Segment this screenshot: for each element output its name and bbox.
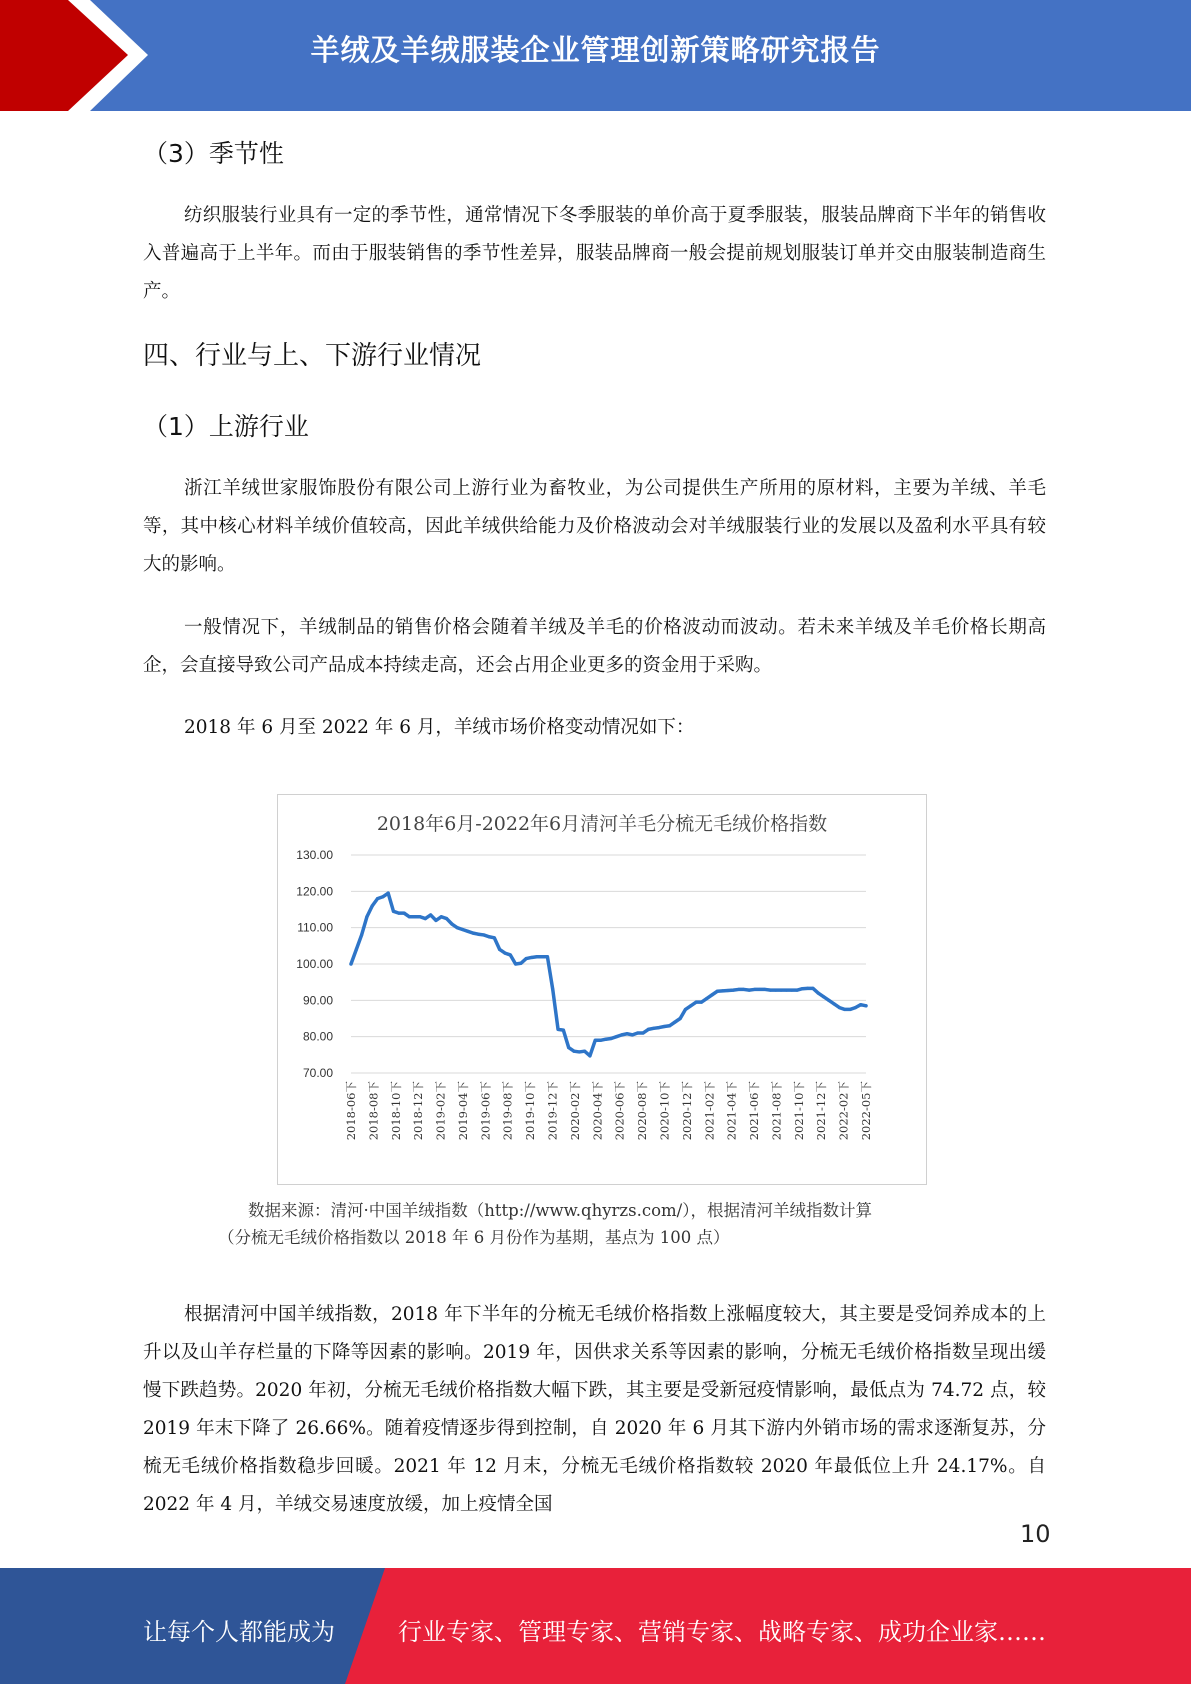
data-point — [572, 1050, 575, 1053]
data-point — [392, 910, 395, 913]
data-point — [371, 904, 374, 907]
footer-slogan-right: 行业专家、管理专家、营销专家、战略专家、成功企业家…… — [398, 1618, 1046, 1646]
x-tick-label: 2021-08下 — [769, 1081, 784, 1141]
data-point — [748, 989, 751, 992]
data-point — [445, 917, 448, 920]
data-point — [657, 1026, 660, 1029]
data-point — [514, 962, 517, 965]
data-point — [636, 1031, 639, 1034]
data-point — [349, 962, 352, 965]
data-point — [758, 988, 761, 991]
data-point — [833, 1002, 836, 1005]
data-point — [493, 936, 496, 939]
data-point — [795, 989, 798, 992]
page-number: 10 — [1020, 1520, 1051, 1548]
data-point — [737, 988, 740, 991]
data-point — [530, 956, 533, 959]
data-point — [774, 989, 777, 992]
data-point — [615, 1035, 618, 1038]
data-point — [726, 989, 729, 992]
data-point — [695, 1001, 698, 1004]
y-tick-label: 120.00 — [296, 884, 333, 899]
data-point — [535, 955, 538, 958]
data-point — [769, 989, 772, 992]
data-point — [753, 988, 756, 991]
data-point — [429, 913, 432, 916]
data-point — [519, 962, 522, 965]
data-point — [801, 987, 804, 990]
data-point — [413, 915, 416, 918]
data-point — [381, 895, 384, 898]
x-tick-label: 2019-08下 — [500, 1081, 515, 1141]
x-tick-label: 2020-04下 — [590, 1081, 605, 1141]
x-tick-label: 2022-02下 — [836, 1081, 851, 1141]
data-point — [610, 1037, 613, 1040]
data-point — [461, 928, 464, 931]
data-point — [864, 1004, 867, 1007]
data-point — [673, 1021, 676, 1024]
x-tick-label: 2019-02下 — [433, 1081, 448, 1141]
data-point — [402, 912, 405, 915]
data-point — [811, 987, 814, 990]
x-tick-label: 2020-02下 — [567, 1081, 582, 1141]
data-point — [721, 989, 724, 992]
data-point — [509, 953, 512, 956]
data-point — [434, 919, 437, 922]
y-tick-label: 100.00 — [296, 957, 333, 971]
data-point — [525, 957, 528, 960]
data-point — [838, 1006, 841, 1009]
y-tick-label: 110.00 — [297, 920, 333, 935]
data-point — [732, 989, 735, 992]
data-point — [779, 989, 782, 992]
data-point — [503, 952, 506, 955]
y-tick-label: 130.00 — [296, 848, 333, 862]
data-point — [477, 933, 480, 936]
data-point — [376, 897, 379, 900]
data-point — [790, 989, 793, 992]
data-point — [408, 915, 411, 918]
data-point — [817, 991, 820, 994]
x-tick-label: 2021-12下 — [814, 1081, 829, 1141]
data-point — [562, 1029, 565, 1032]
data-point — [663, 1025, 666, 1028]
data-point — [859, 1003, 862, 1006]
data-point — [843, 1008, 846, 1011]
x-tick-label: 2019-06下 — [478, 1081, 493, 1141]
upstream-paragraph-3: 2018 年 6 月至 2022 年 6 月，羊绒市场价格变动情况如下： — [184, 717, 695, 738]
data-point — [546, 955, 549, 958]
y-tick-label: 70.00 — [302, 1066, 333, 1080]
data-point — [668, 1024, 671, 1027]
x-tick-label: 2021-04下 — [724, 1081, 739, 1141]
data-point — [567, 1046, 570, 1049]
upstream-heading: （1）上游行业 — [143, 412, 309, 441]
data-point — [806, 987, 809, 990]
chart-svg — [278, 795, 926, 1184]
chart-x-tick-labels — [344, 1081, 873, 1141]
data-point — [684, 1008, 687, 1011]
data-point — [599, 1039, 602, 1042]
x-tick-label: 2021-02下 — [702, 1081, 717, 1141]
seasonality-paragraph: 纺织服装行业具有一定的季节性，通常情况下冬季服装的单价高于夏季服装，服装品牌商下半年的销售收入普遍高于上半年。而由于服装销售的季节性差异，服装品牌商一般会提前规划服装订单并交由服装制造商生产。 — [143, 205, 1046, 302]
data-point — [594, 1039, 597, 1042]
data-point — [710, 993, 713, 996]
data-point — [822, 995, 825, 998]
data-point — [466, 930, 469, 933]
chart-source-note: 数据来源：清河·中国羊绒指数（http://www.qhyrzs.com/），根据清河羊绒指数计算 — [248, 1201, 872, 1220]
data-point — [647, 1028, 650, 1031]
data-point — [785, 989, 788, 992]
x-tick-label: 2020-08下 — [635, 1081, 650, 1141]
x-tick-label: 2018-06下 — [344, 1081, 358, 1141]
data-point — [588, 1054, 591, 1057]
y-tick-label: 80.00 — [302, 1029, 333, 1044]
data-point — [641, 1031, 644, 1034]
price-index-chart — [277, 794, 927, 1185]
x-tick-label: 2018-08下 — [366, 1081, 381, 1141]
data-point — [440, 915, 443, 918]
data-point — [387, 892, 390, 895]
data-point — [418, 915, 421, 918]
data-point — [456, 926, 459, 929]
upstream-paragraph-1: 浙江羊绒世家服饰股份有限公司上游行业为畜牧业，为公司提供生产所用的原材料，主要为羊绒、羊毛等，其中核心材料羊绒价值较高，因此羊绒供给能力及价格波动会对羊绒服装行业的发展以及盈利水平具有较大的影响。 — [143, 478, 1046, 575]
x-tick-label: 2018-10下 — [388, 1081, 403, 1141]
data-point — [482, 933, 485, 936]
x-tick-label: 2021-06下 — [747, 1081, 762, 1141]
data-point — [679, 1017, 682, 1020]
data-point — [397, 912, 400, 915]
data-point — [652, 1027, 655, 1030]
data-point — [620, 1033, 623, 1036]
x-tick-label: 2020-12下 — [679, 1081, 694, 1141]
report-title: 羊绒及羊绒服装企业管理创新策略研究报告 — [310, 33, 881, 67]
data-point — [365, 915, 368, 918]
data-point — [360, 933, 363, 936]
data-point — [556, 1028, 559, 1031]
data-point — [583, 1050, 586, 1053]
footer-slogan-left: 让每个人都能成为 — [143, 1618, 335, 1646]
data-point — [498, 948, 501, 951]
data-point — [472, 932, 475, 935]
data-point — [424, 917, 427, 920]
data-point — [631, 1033, 634, 1036]
analysis-paragraph: 根据清河中国羊绒指数，2018 年下半年的分梳无毛绒价格指数上涨幅度较大，其主要是受饲养成本的上升以及山羊存栏量的下降等因素的影响。2019 年，因供求关系等因素的影响，分梳无毛绒价格指数呈现出缓慢下跌趋势。2020 年初，分梳无毛绒价格指数大幅下跌，其主要是受新冠疫情影响，最低点为 74.72 点，较 2019 年末下降了 26.66%。随着疫情逐步得到控制，自 2020 年 6 月其下游内外销市场的需求逐渐复苏，分梳无毛绒价格指数稳步回暖。2021 年 12 月末，分梳无毛绒价格指数较 2020 年最低位上升 24.17%。自 2022 年 4 月，羊绒交易速度放缓，加上疫情全国 — [143, 1304, 1046, 1515]
upstream-paragraph-2: 一般情况下，羊绒制品的销售价格会随着羊绒及羊毛的价格波动而波动。若未来羊绒及羊毛价格长期高企，会直接导致公司产品成本持续走高，还会占用企业更多的资金用于采购。 — [143, 617, 1046, 676]
data-point — [551, 988, 554, 991]
x-tick-label: 2018-12下 — [411, 1081, 426, 1141]
y-tick-label: 90.00 — [302, 993, 333, 1008]
data-point — [355, 948, 358, 951]
data-point — [764, 988, 767, 991]
data-point — [487, 935, 490, 938]
data-point — [689, 1004, 692, 1007]
seasonality-heading: （3）季节性 — [143, 139, 284, 168]
data-point — [854, 1006, 857, 1009]
x-tick-label: 2019-12下 — [545, 1081, 560, 1141]
data-point — [716, 990, 719, 993]
data-point — [625, 1032, 628, 1035]
x-tick-label: 2019-04下 — [455, 1081, 470, 1141]
data-point — [700, 1001, 703, 1004]
data-point — [578, 1050, 581, 1053]
x-tick-label: 2019-10下 — [523, 1081, 538, 1141]
data-point — [541, 955, 544, 958]
x-tick-label: 2020-10下 — [657, 1081, 672, 1141]
data-point — [705, 997, 708, 1000]
x-tick-label: 2021-10下 — [791, 1081, 806, 1141]
chart-title: 2018年6月-2022年6月清河羊毛分梳无毛绒价格指数 — [376, 813, 828, 835]
chart-base-note: （分梳无毛绒价格指数以 2018 年 6 月份作为基期，基点为 100 点） — [218, 1228, 730, 1247]
data-point — [827, 999, 830, 1002]
data-point — [450, 922, 453, 925]
x-tick-label: 2022-05下 — [859, 1081, 873, 1141]
data-point — [848, 1008, 851, 1011]
data-point — [604, 1038, 607, 1041]
data-point — [742, 988, 745, 991]
header-banner — [0, 0, 1191, 111]
chart-y-tick-labels — [296, 848, 333, 1080]
industry-heading: 四、行业与上、下游行业情况 — [143, 341, 482, 371]
series-line — [351, 893, 866, 1056]
x-tick-label: 2020-06下 — [612, 1081, 627, 1141]
